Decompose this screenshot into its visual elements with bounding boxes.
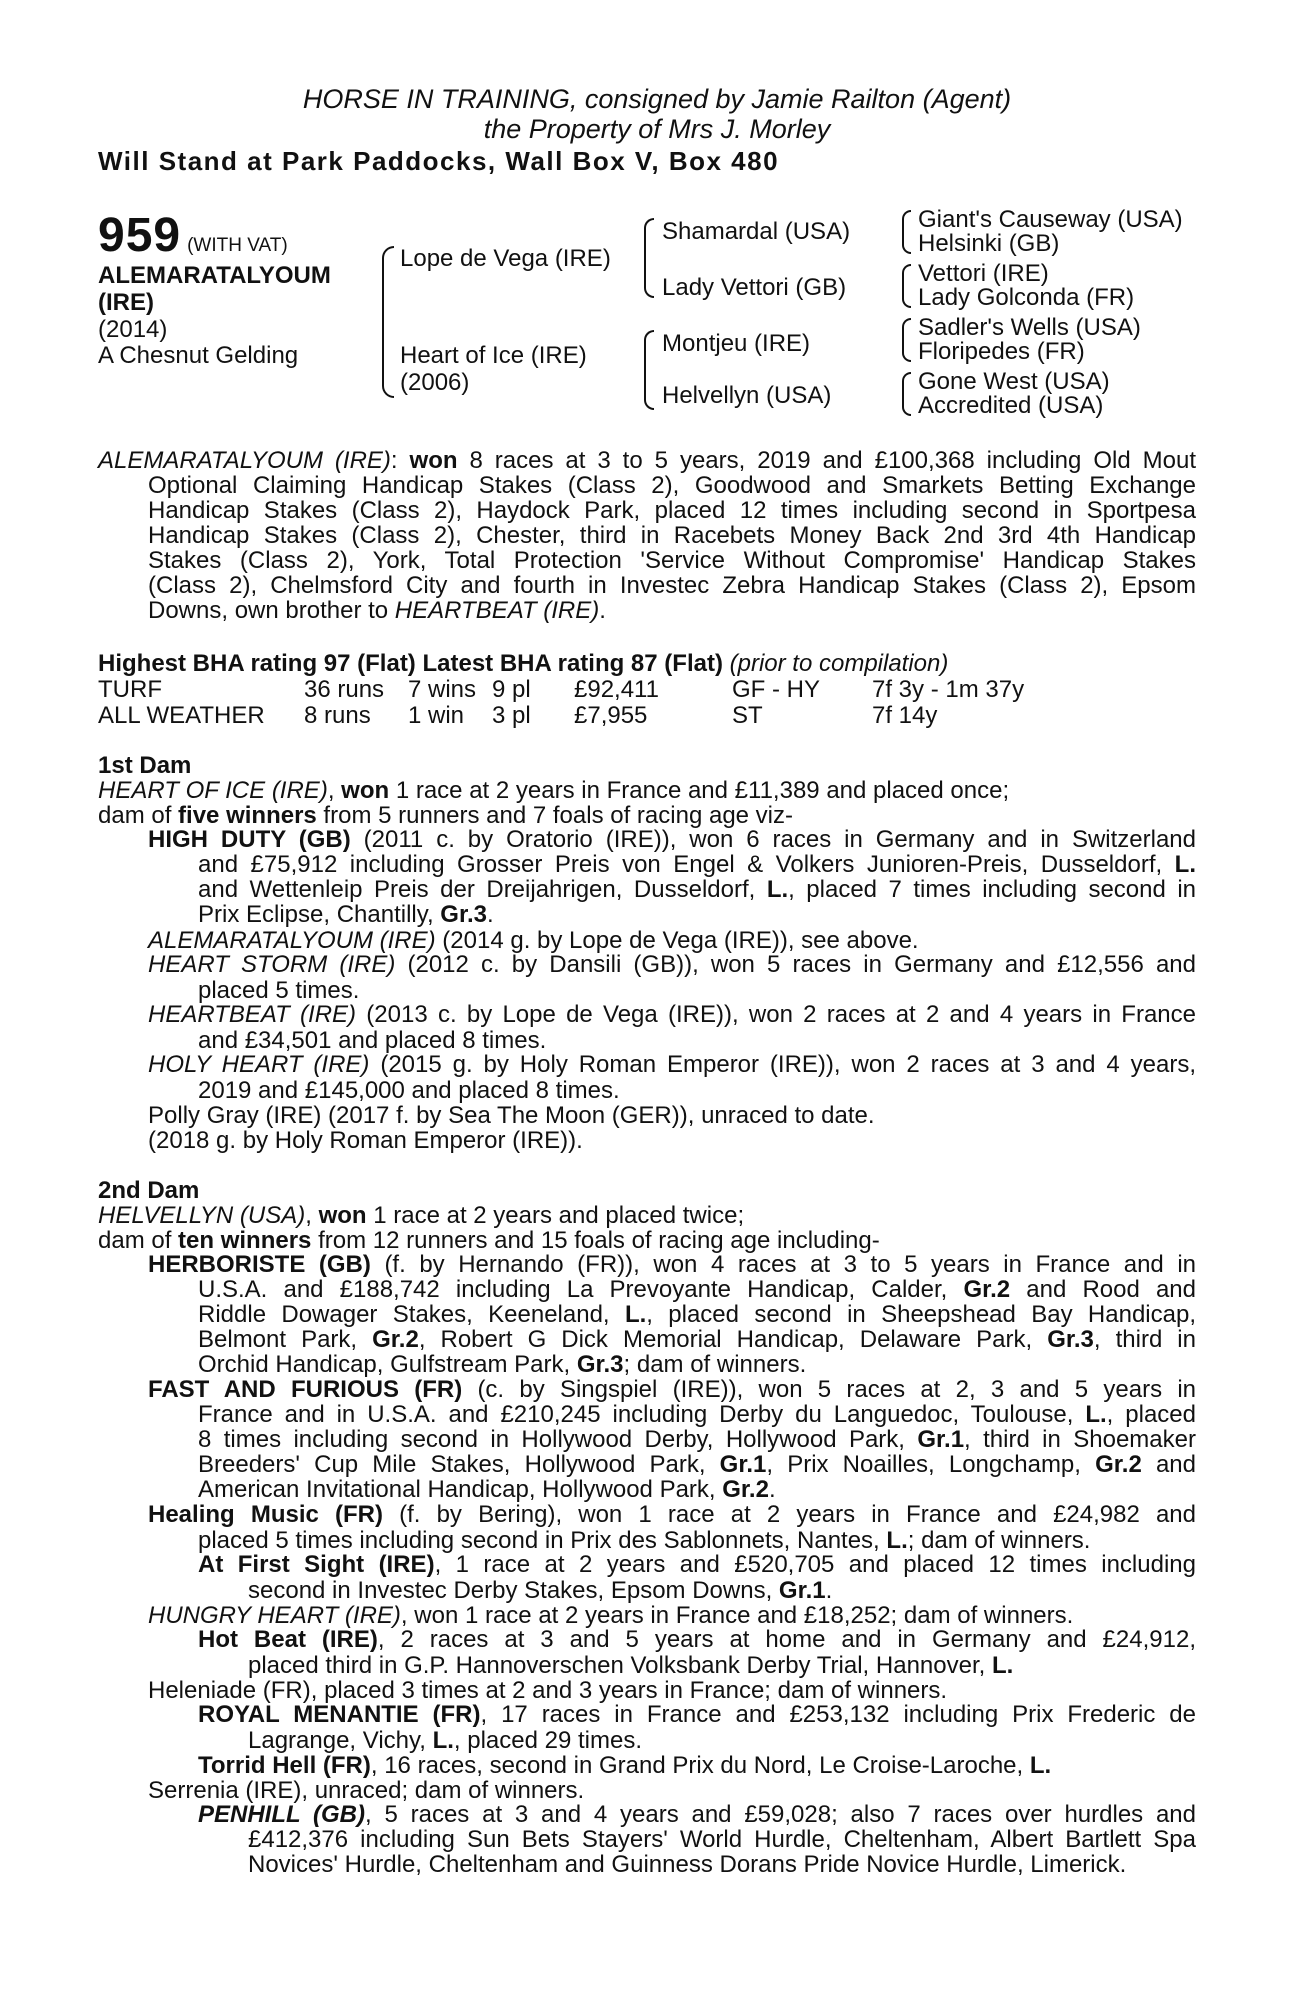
pedigree-ss: Shamardal (USA) bbox=[662, 218, 851, 245]
produce-torrid-hell bbox=[198, 1752, 1051, 1780]
produce-herboriste-cont bbox=[198, 1277, 1196, 1377]
horse-name-line1: ALEMARATALYOUM bbox=[98, 262, 331, 289]
pedigree-brace-sd bbox=[902, 264, 911, 308]
text: , 2 races at 3 and 5 years at home and in Germany and £24,912, bbox=[377, 1626, 1196, 1653]
listed-label: L. bbox=[1029, 1752, 1052, 1779]
produce-line: £412,376 including Sun Bets Stayers' World Hurdle, Cheltenham, Albert Bartlett Spa bbox=[248, 1826, 1196, 1853]
text: Belmont Park, bbox=[198, 1326, 373, 1353]
text: (2013 c. by Lope de Vega (IRE)), won 2 races at 2 and 4 years in France bbox=[356, 1001, 1197, 1028]
winners-count: five winners bbox=[178, 802, 317, 829]
listed-label: L. bbox=[432, 1727, 454, 1754]
dam-name: HEART OF ICE (IRE) bbox=[98, 777, 328, 804]
horse-description: A Chesnut Gelding bbox=[98, 342, 299, 369]
pedigree-sds: Vettori (IRE) bbox=[918, 260, 1049, 287]
text: France and in U.S.A. and £210,245 including Derby du Languedoc, Toulouse, bbox=[198, 1401, 1086, 1428]
produce-line bbox=[148, 1252, 1196, 1277]
text: , 16 races, second in Grand Prix du Nord, Le Croise-Laroche, bbox=[370, 1752, 1030, 1779]
produce-line bbox=[198, 877, 1196, 902]
text: from 5 runners and 7 foals of racing age viz- bbox=[316, 802, 794, 829]
produce-heart-storm-cont: placed 5 times. bbox=[198, 977, 360, 1004]
produce-name: Healing Music (FR) bbox=[148, 1501, 383, 1528]
ratings-aw-wins: 1 win bbox=[408, 702, 465, 729]
text: and bbox=[1141, 1451, 1197, 1478]
text: , 1 race at 2 years and £520,705 and placed 12 times including bbox=[434, 1551, 1196, 1578]
produce-line bbox=[198, 1702, 1196, 1727]
ratings-aw-pl: 3 pl bbox=[492, 702, 531, 729]
text: Orchid Handicap, Gulfstream Park, bbox=[198, 1351, 577, 1378]
pedigree-dss: Sadler's Wells (USA) bbox=[918, 314, 1141, 341]
dam-name: HELVELLYN (USA) bbox=[98, 1202, 306, 1229]
ratings-turf-going: GF - HY bbox=[732, 676, 820, 703]
produce-line bbox=[198, 1352, 1196, 1377]
text: , 5 races at 3 and 4 years and £59,028; also 7 races over hurdles and bbox=[365, 1801, 1196, 1828]
pedigree-brace-ss bbox=[902, 210, 911, 254]
property-line: the Property of Mrs J. Morley bbox=[483, 114, 831, 144]
consignor-line: HORSE IN TRAINING, consigned by Jamie Railton (Agent) bbox=[302, 84, 1012, 114]
produce-line bbox=[148, 1502, 1196, 1527]
pedigree-brace-main bbox=[382, 246, 394, 398]
pedigree-dsd: Floripedes (FR) bbox=[918, 338, 1085, 365]
race-summary bbox=[98, 448, 1196, 473]
text: ; dam of winners. bbox=[623, 1351, 807, 1378]
second-dam-line bbox=[98, 1202, 744, 1230]
text: (f. by Hernando (FR)), won 4 races at 3 to 5 years in France and in bbox=[370, 1251, 1197, 1278]
text: , Prix Noailles, Longchamp, bbox=[766, 1451, 1096, 1478]
produce-line bbox=[148, 1052, 1196, 1077]
produce-at-first-sight-cont bbox=[248, 1577, 832, 1605]
second-dam-heading: 2nd Dam bbox=[98, 1177, 200, 1204]
produce-line bbox=[198, 1427, 1196, 1452]
grade-label: Gr.1 bbox=[917, 1426, 965, 1453]
produce-line bbox=[148, 952, 1196, 977]
produce-royal-menantie-cont bbox=[248, 1727, 642, 1755]
stand-line: Will Stand at Park Paddocks, Wall Box V, Box 480 bbox=[98, 146, 780, 176]
text: , placed 29 times. bbox=[453, 1727, 643, 1754]
pedigree-ds: Montjeu (IRE) bbox=[662, 330, 811, 357]
produce-name: HIGH DUTY (GB) bbox=[148, 826, 351, 853]
text: , won 1 race at 2 years in France and £18,252; dam of winners. bbox=[400, 1602, 1074, 1629]
listed-label: L. bbox=[991, 1652, 1014, 1679]
listed-label: L. bbox=[1174, 851, 1196, 878]
ratings-turf-wins: 7 wins bbox=[408, 676, 477, 703]
listed-label: L. bbox=[1085, 1401, 1107, 1428]
produce-name: ALEMARATALYOUM (IRE) bbox=[148, 927, 436, 954]
produce-line bbox=[198, 852, 1196, 877]
pedigree-dam-year: (2006) bbox=[400, 369, 470, 396]
ratings-turf-runs: 36 runs bbox=[304, 676, 385, 703]
produce-name: PENHILL (GB) bbox=[198, 1801, 366, 1828]
text: (f. by Bering), won 1 race at 2 years in France and £24,982 and bbox=[382, 1501, 1197, 1528]
ratings-heading bbox=[98, 650, 948, 678]
text: dam of bbox=[98, 802, 179, 829]
text: placed third in G.P. Hannoverschen Volksbank Derby Trial, Hannover, bbox=[248, 1652, 992, 1679]
text: : bbox=[390, 447, 410, 474]
produce-line bbox=[198, 1802, 1196, 1827]
listed-label: L. bbox=[624, 1301, 647, 1328]
text: dam of bbox=[98, 1227, 179, 1254]
first-dam-heading: 1st Dam bbox=[98, 752, 192, 779]
first-dam-line bbox=[98, 777, 1009, 805]
pedigree-sdd: Lady Golconda (FR) bbox=[918, 284, 1135, 311]
pedigree-brace-dd bbox=[902, 372, 911, 416]
produce-high-duty-cont bbox=[198, 852, 1196, 927]
horse-name-ref: ALEMARATALYOUM (IRE) bbox=[98, 447, 391, 474]
text: 1 race at 2 years in France and £11,389 and placed once; bbox=[389, 777, 1010, 804]
produce-line bbox=[198, 1277, 1196, 1302]
vat-label: (WITH VAT) bbox=[187, 235, 288, 256]
produce-line bbox=[198, 1327, 1196, 1352]
text: . bbox=[599, 597, 606, 624]
summary-line: (Class 2), Chelmsford City and fourth in Investec Zebra Handicap Stakes (Class 2), Epsom bbox=[148, 572, 1196, 599]
text: Breeders' Cup Mile Stakes, Hollywood Park, bbox=[198, 1451, 720, 1478]
won-label: won bbox=[341, 777, 390, 804]
grade-label: Gr.1 bbox=[778, 1577, 826, 1604]
produce-name: At First Sight (IRE) bbox=[198, 1551, 435, 1578]
pedigree-brace-ds bbox=[902, 318, 911, 362]
text: , placed second in Sheepshead Bay Handicap, bbox=[646, 1301, 1196, 1328]
pedigree-ddd: Accredited (USA) bbox=[918, 392, 1104, 419]
text: and £75,912 including Grosser Preis von Engel & Volkers Junioren-Preis, Dusseldorf, bbox=[198, 851, 1175, 878]
text: Lagrange, Vichy, bbox=[248, 1727, 433, 1754]
foaling-year: (2014) bbox=[98, 316, 168, 343]
pedigree-brace-dam bbox=[644, 330, 654, 410]
produce-name: FAST AND FURIOUS (FR) bbox=[148, 1376, 463, 1403]
produce-line bbox=[198, 1552, 1196, 1577]
pedigree-dds: Gone West (USA) bbox=[918, 368, 1110, 395]
text: , 17 races in France and £253,132 including Prix Frederic de bbox=[480, 1701, 1196, 1728]
produce-heleniade: Heleniade (FR), placed 3 times at 2 and 3 years in France; dam of winners. bbox=[148, 1677, 948, 1704]
text: from 12 runners and 15 foals of racing age including- bbox=[311, 1227, 880, 1254]
rating-text: Highest BHA rating 97 (Flat) Latest BHA rating 87 (Flat) bbox=[98, 650, 723, 677]
grade-label: Gr.3 bbox=[1047, 1326, 1094, 1353]
text: , third in bbox=[1093, 1326, 1196, 1353]
pedigree-sire: Lope de Vega (IRE) bbox=[400, 245, 611, 272]
produce-serrenia: Serrenia (IRE), unraced; dam of winners. bbox=[148, 1777, 585, 1804]
summary-line: Optional Claiming Handicap Stakes (Class 2), Goodwood and Smarkets Betting Exchange bbox=[148, 472, 1196, 499]
produce-name: Hot Beat (IRE) bbox=[198, 1626, 378, 1653]
grade-label: Gr.3 bbox=[576, 1351, 624, 1378]
won-label: won bbox=[318, 1202, 367, 1229]
produce-royal-menantie bbox=[198, 1702, 1196, 1727]
grade-label: Gr.2 bbox=[1095, 1451, 1142, 1478]
ratings-aw-dist: 7f 14y bbox=[872, 702, 938, 729]
produce-line bbox=[198, 1402, 1196, 1427]
text: 8 times including second in Hollywood Derby, Hollywood Park, bbox=[198, 1426, 918, 1453]
ratings-turf-dist: 7f 3y - 1m 37y bbox=[872, 676, 1025, 703]
pedigree-dd: Helvellyn (USA) bbox=[662, 382, 832, 409]
produce-name: HERBORISTE (GB) bbox=[148, 1251, 371, 1278]
produce-line bbox=[198, 1627, 1196, 1652]
text: (2011 c. by Oratorio (IRE)), won 6 races in Germany and in Switzerland bbox=[350, 826, 1196, 853]
produce-name: HEART STORM (IRE) bbox=[148, 951, 396, 978]
summary-line: Stakes (Class 2), York, Total Protection 'Service Without Compromise' Handicap Stakes bbox=[148, 547, 1196, 574]
produce-heartbeat bbox=[148, 1002, 1196, 1027]
ratings-turf-surface: TURF bbox=[98, 676, 162, 703]
rating-note: (prior to compilation) bbox=[729, 650, 949, 677]
text: (2012 c. by Dansili (GB)), won 5 races in Germany and £12,556 and bbox=[395, 951, 1196, 978]
text: Downs, own brother to bbox=[148, 597, 395, 624]
produce-high-duty bbox=[148, 827, 1196, 852]
produce-name: HOLY HEART (IRE) bbox=[148, 1051, 370, 1078]
produce-holy-heart bbox=[148, 1052, 1196, 1077]
ratings-turf-pl: 9 pl bbox=[492, 676, 531, 703]
text: placed 5 times including second in Prix des Sablonnets, Nantes, bbox=[198, 1527, 887, 1554]
text: , bbox=[305, 1202, 319, 1229]
produce-name: HUNGRY HEART (IRE) bbox=[148, 1602, 401, 1629]
text: 8 races at 3 to 5 years, 2019 and £100,368 including Old Mout bbox=[457, 447, 1196, 474]
produce-fast-and-furious bbox=[148, 1377, 1196, 1402]
summary-line: Handicap Stakes (Class 2), Chester, third in Racebets Money Back 2nd 3rd 4th Handicap bbox=[148, 522, 1196, 549]
text: (2014 g. by Lope de Vega (IRE)), see above. bbox=[435, 927, 919, 954]
sibling-ref: HEARTBEAT (IRE) bbox=[394, 597, 600, 624]
produce-heart-storm bbox=[148, 952, 1196, 977]
grade-label: Gr.2 bbox=[372, 1326, 419, 1353]
text: and Rood and bbox=[1010, 1276, 1196, 1303]
produce-hot-beat bbox=[198, 1627, 1196, 1652]
grade-label: Gr.1 bbox=[719, 1451, 767, 1478]
pedigree-sss: Giant's Causeway (USA) bbox=[918, 206, 1183, 233]
text: . bbox=[825, 1577, 833, 1604]
produce-penhill bbox=[198, 1802, 1196, 1827]
pedigree-dam: Heart of Ice (IRE) bbox=[400, 342, 587, 369]
produce-line bbox=[198, 1452, 1196, 1477]
text: , Robert G Dick Memorial Handicap, Delaware Park, bbox=[418, 1326, 1048, 1353]
text: second in Investec Derby Stakes, Epsom Downs, bbox=[248, 1577, 779, 1604]
won-label: won bbox=[409, 447, 458, 474]
produce-name: HEARTBEAT (IRE) bbox=[148, 1001, 357, 1028]
text: ; dam of winners. bbox=[907, 1527, 1091, 1554]
horse-name-line2: (IRE) bbox=[98, 289, 154, 316]
produce-line bbox=[148, 827, 1196, 852]
listed-label: L. bbox=[766, 876, 789, 903]
ratings-turf-money: £92,411 bbox=[574, 676, 659, 703]
produce-2018-gelding: (2018 g. by Holy Roman Emperor (IRE)). bbox=[148, 1127, 583, 1154]
pedigree-ssd: Helsinki (GB) bbox=[918, 230, 1060, 257]
produce-heartbeat-cont: and £34,501 and placed 8 times. bbox=[198, 1027, 547, 1054]
text: 1 race at 2 years and placed twice; bbox=[366, 1202, 745, 1229]
ratings-aw-money: £7,955 bbox=[574, 702, 648, 729]
text: American Invitational Handicap, Hollywood Park, bbox=[198, 1476, 723, 1503]
lot-number: 959 bbox=[98, 209, 182, 262]
text: (c. by Singspiel (IRE)), won 5 races at 2, 3 and 5 years in bbox=[462, 1376, 1197, 1403]
produce-line: Novices' Hurdle, Cheltenham and Guinness Dorans Pride Novice Hurdle, Limerick. bbox=[248, 1851, 1127, 1878]
produce-line bbox=[198, 1477, 1196, 1502]
produce-holy-heart-cont: 2019 and £145,000 and placed 8 times. bbox=[198, 1077, 620, 1104]
text: (2015 g. by Holy Roman Emperor (IRE)), won 2 races at 3 and 4 years, bbox=[369, 1051, 1197, 1078]
produce-fast-and-furious-cont bbox=[198, 1402, 1196, 1502]
text: Riddle Dowager Stakes, Keeneland, bbox=[198, 1301, 625, 1328]
grade-label: Gr.2 bbox=[963, 1276, 1011, 1303]
summary-line: Handicap Stakes (Class 2), Haydock Park, placed 12 times including second in Sportpesa bbox=[148, 497, 1196, 524]
ratings-aw-runs: 8 runs bbox=[304, 702, 371, 729]
produce-herboriste bbox=[148, 1252, 1196, 1277]
text: , third in Shoemaker bbox=[964, 1426, 1196, 1453]
produce-name: ROYAL MENANTIE (FR) bbox=[198, 1701, 481, 1728]
produce-polly-gray: Polly Gray (IRE) (2017 f. by Sea The Moon (GER)), unraced to date. bbox=[148, 1102, 875, 1129]
lot-number-block bbox=[98, 208, 288, 263]
produce-line bbox=[148, 1002, 1196, 1027]
produce-healing-music bbox=[148, 1502, 1196, 1527]
grade-label: Gr.3 bbox=[440, 901, 487, 928]
produce-line bbox=[198, 1302, 1196, 1327]
text: Prix Eclipse, Chantilly, bbox=[198, 901, 441, 928]
ratings-aw-surface: ALL WEATHER bbox=[98, 702, 265, 729]
ratings-aw-going: ST bbox=[732, 702, 763, 729]
pedigree-sd: Lady Vettori (GB) bbox=[662, 274, 847, 301]
text: . bbox=[487, 901, 494, 928]
produce-hot-beat-cont bbox=[248, 1652, 1013, 1680]
grade-label: Gr.2 bbox=[722, 1476, 769, 1503]
text: , bbox=[327, 777, 342, 804]
listed-label: L. bbox=[886, 1527, 908, 1554]
text: , placed 7 times including second in bbox=[788, 876, 1197, 903]
text: . bbox=[768, 1476, 776, 1503]
text: and Wettenleip Preis der Dreijahrigen, Dusseldorf, bbox=[198, 876, 767, 903]
text: , placed bbox=[1106, 1401, 1196, 1428]
pedigree-brace-sire bbox=[644, 218, 654, 298]
produce-name: Torrid Hell (FR) bbox=[198, 1752, 371, 1779]
text: U.S.A. and £188,742 including La Prevoyante Handicap, Calder, bbox=[198, 1276, 964, 1303]
winners-count: ten winners bbox=[178, 1227, 312, 1254]
produce-line bbox=[148, 1377, 1196, 1402]
race-summary-cont bbox=[148, 473, 1196, 623]
produce-penhill-cont bbox=[248, 1827, 1196, 1877]
summary-line bbox=[98, 448, 1196, 473]
summary-line bbox=[148, 598, 1196, 623]
produce-at-first-sight bbox=[198, 1552, 1196, 1577]
produce-line bbox=[198, 902, 1196, 927]
